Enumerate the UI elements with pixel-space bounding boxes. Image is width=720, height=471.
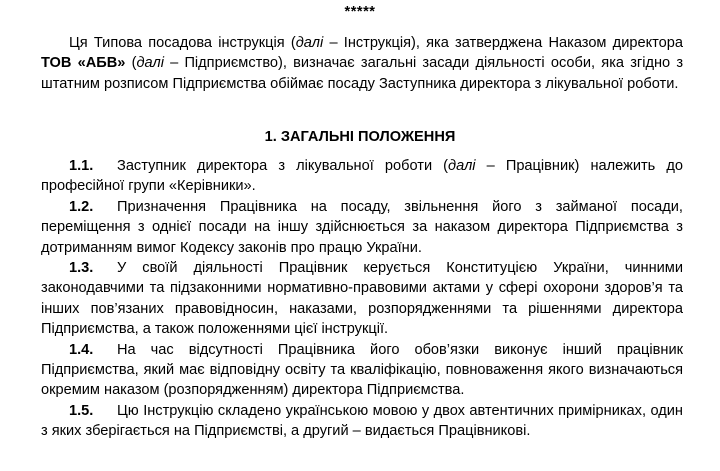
list-item: [41, 197, 683, 258]
intro-text-2: – Інструкція), яка затверджена Наказом директора: [323, 35, 683, 51]
list-item: [41, 340, 683, 401]
section-items: [41, 156, 683, 442]
intro-text-1: Ця Типова посадова інструкція (: [69, 35, 296, 51]
item-text: У своїй діяльності Працівник керується Конституцією України, чинними законодавчими та підзаконними нормативно-правовими актами у сфері охорони здоров’я та інших пов’язаних правовідносин, наказами, розпорядженнями та рішеннями директора Підприємства, а також положеннями цієї інструкції.: [41, 260, 683, 338]
company-name: ТОВ «АБВ»: [41, 55, 126, 72]
section-heading: 1. ЗАГАЛЬНІ ПОЛОЖЕННЯ: [264, 129, 456, 145]
intro-dali-2: далі: [136, 55, 164, 72]
intro-text-4: – Підприємство), визначає загальні засади діяльності особи, яка згідно з штатним розписом Підприємства обіймає посаду Заступника директора з лікувальної роботи.: [41, 55, 684, 92]
list-item: [41, 401, 683, 442]
item-text: Цю Інструкцію складено українською мовою у двох автентичних примірниках, один з яких зберігається на Підприємстві, а другий – видається Працівникові.: [41, 402, 683, 440]
item-number: 1.4.: [69, 341, 94, 358]
item-dali: далі: [448, 158, 476, 174]
intro-paragraph: [41, 33, 683, 94]
item-text: Призначення Працівника на посаду, звільнення його з займаної посади, переміщення з однієї посади на іншу здійснюється за наказом директора Підприємства з дотриманням вимог Кодексу законів про працю України.: [41, 198, 683, 256]
list-item: [41, 156, 683, 197]
intro-dali-1: далі: [295, 35, 324, 51]
item-text: Заступник директора з лікувальної роботи (: [117, 158, 449, 174]
list-item: [41, 258, 683, 340]
item-number: 1.1.: [69, 158, 94, 174]
separator-stars: *****: [344, 4, 376, 20]
item-text: На час відсутності Працівника його обов’язки виконує інший працівник Підприємства, який має відповідну освіту та кваліфікацію, повноваження якого визначаються окремим наказом (розпорядженням) директора Підприємства.: [41, 341, 683, 399]
item-text: – Працівник) належить до професійної групи «Керівники».: [41, 158, 684, 195]
item-number: 1.5.: [69, 402, 94, 419]
item-number: 1.2.: [69, 198, 94, 215]
intro-text-3: (: [125, 55, 137, 72]
item-number: 1.3.: [69, 260, 94, 277]
